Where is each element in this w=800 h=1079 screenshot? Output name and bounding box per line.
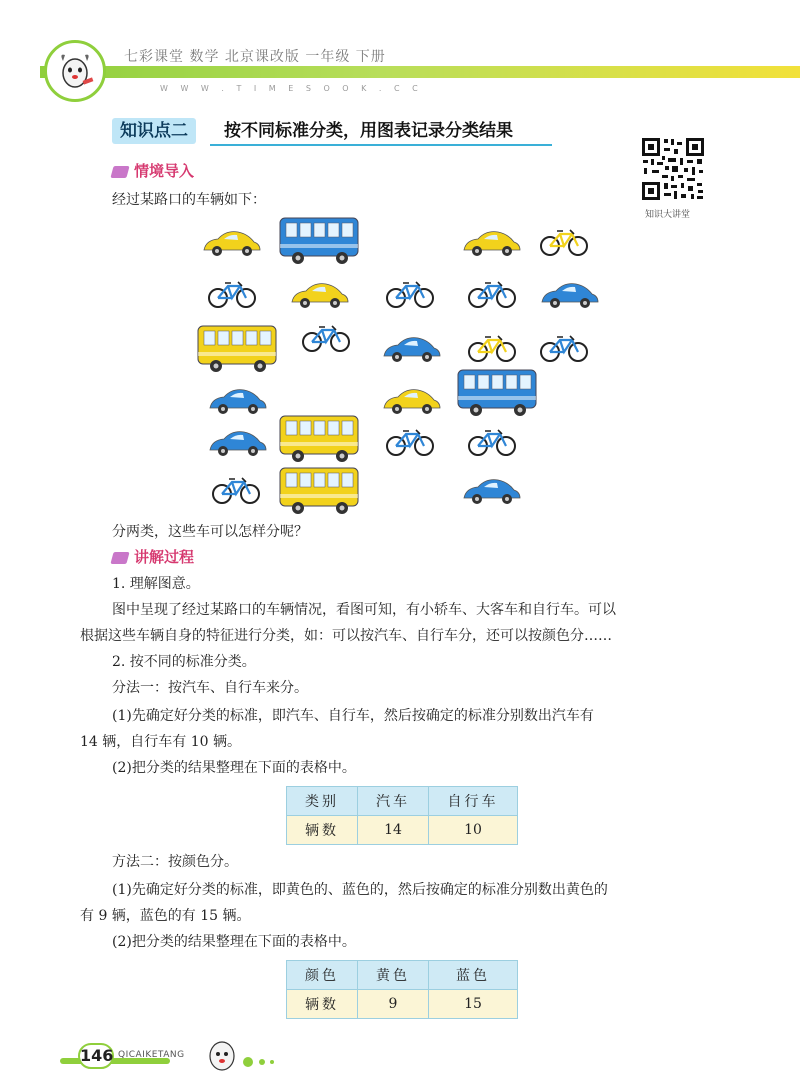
table-cell: 辆数 <box>287 816 358 845</box>
table-cell: 9 <box>358 990 429 1019</box>
table-cell: 15 <box>429 990 518 1019</box>
blue-bike-icon <box>387 430 433 455</box>
table-header-row <box>287 961 518 990</box>
table-header-cell: 类别 <box>287 787 358 816</box>
blue-car-icon <box>542 284 598 308</box>
blue-car-icon <box>210 432 266 456</box>
yellow-bus-icon <box>280 468 358 514</box>
mascot-logo <box>44 40 106 102</box>
page-number: 146 <box>78 1043 114 1069</box>
method-2-p2: (2)把分类的结果整理在下面的表格中。 <box>112 934 356 950</box>
blue-car-icon <box>464 480 520 504</box>
book-icon <box>110 166 129 178</box>
blue-bike-icon <box>209 282 255 307</box>
intro-lead: 经过某路口的车辆如下： <box>112 192 266 208</box>
method-2-p1-line-1: (1)先确定好分类的标准，即黄色的、蓝色的，然后按确定的标准分别数出黄色的 <box>112 882 608 898</box>
table-row <box>287 816 518 845</box>
header-stripe <box>40 66 800 78</box>
blue-bike-icon <box>469 430 515 455</box>
blue-bike-icon <box>541 336 587 361</box>
book-icon <box>110 552 129 564</box>
yellow-car-icon <box>204 232 260 256</box>
table-header-cell: 蓝色 <box>429 961 518 990</box>
blue-bike-icon <box>387 282 433 307</box>
step-1: 1. 理解图意。 <box>112 576 200 592</box>
series-title: 七彩课堂 数学 北京课改版 一年级 下册 <box>124 49 386 65</box>
paragraph-1-line-2: 根据这些车辆自身的特征进行分类，如：可以按汽车、自行车分，还可以按颜色分…… <box>80 628 612 644</box>
table-cell: 辆数 <box>287 990 358 1019</box>
intro-question: 分两类，这些车可以怎样分呢？ <box>112 524 308 540</box>
table-header-cell: 汽车 <box>358 787 429 816</box>
table-cell: 10 <box>429 816 518 845</box>
yellow-bike-icon <box>469 336 515 361</box>
table-cell: 14 <box>358 816 429 845</box>
blue-bus-icon <box>458 370 536 416</box>
site-url: W W W . T I M E S O O K . C C <box>160 84 423 93</box>
mascot-icon <box>47 43 103 99</box>
blue-bike-icon <box>213 478 259 503</box>
yellow-car-icon <box>292 284 348 308</box>
yellow-car-icon <box>384 390 440 414</box>
knowledge-point-tag: 知识点二 <box>112 118 196 144</box>
table-header-cell: 黄色 <box>358 961 429 990</box>
blue-car-icon <box>210 390 266 414</box>
table-by-color <box>286 960 518 1019</box>
qr-code-icon[interactable] <box>640 136 706 202</box>
table-header-cell: 自行车 <box>429 787 518 816</box>
method-1-p2: (2)把分类的结果整理在下面的表格中。 <box>112 760 356 776</box>
vehicle-picture <box>190 210 620 516</box>
yellow-bike-icon <box>541 230 587 255</box>
method-2-title: 方法二：按颜色分。 <box>112 854 238 870</box>
yellow-bus-icon <box>198 326 276 372</box>
method-1-p1-line-1: (1)先确定好分类的标准，即汽车、自行车，然后按确定的标准分别数出汽车有 <box>112 708 594 724</box>
explain-heading: 讲解过程 <box>112 546 194 567</box>
table-header-cell: 颜色 <box>287 961 358 990</box>
step-2: 2. 按不同的标准分类。 <box>112 654 256 670</box>
qr-label: 知识大讲堂 <box>645 210 691 220</box>
table-row <box>287 990 518 1019</box>
paragraph-1-line-1: 图中呈现了经过某路口的车辆情况，看图可知，有小轿车、大客车和自行车。可以 <box>112 602 616 618</box>
method-2-p1-line-2: 有 9 辆，蓝色的有 15 辆。 <box>80 908 251 924</box>
method-1-p1-line-2: 14 辆，自行车有 10 辆。 <box>80 734 241 750</box>
footer-mascot-icon <box>200 1036 290 1076</box>
yellow-bus-icon <box>280 416 358 462</box>
yellow-car-icon <box>464 232 520 256</box>
section-underline <box>210 144 552 146</box>
footer-brand: QICAIKETANG <box>118 1050 185 1060</box>
section-title: 按不同标准分类，用图表记录分类结果 <box>224 121 513 141</box>
table-header-row <box>287 787 518 816</box>
blue-bike-icon <box>469 282 515 307</box>
blue-bike-icon <box>303 326 349 351</box>
table-by-type <box>286 786 518 845</box>
blue-car-icon <box>384 338 440 362</box>
blue-bus-icon <box>280 218 358 264</box>
intro-heading: 情境导入 <box>112 160 194 181</box>
method-1-title: 分法一：按汽车、自行车来分。 <box>112 680 308 696</box>
